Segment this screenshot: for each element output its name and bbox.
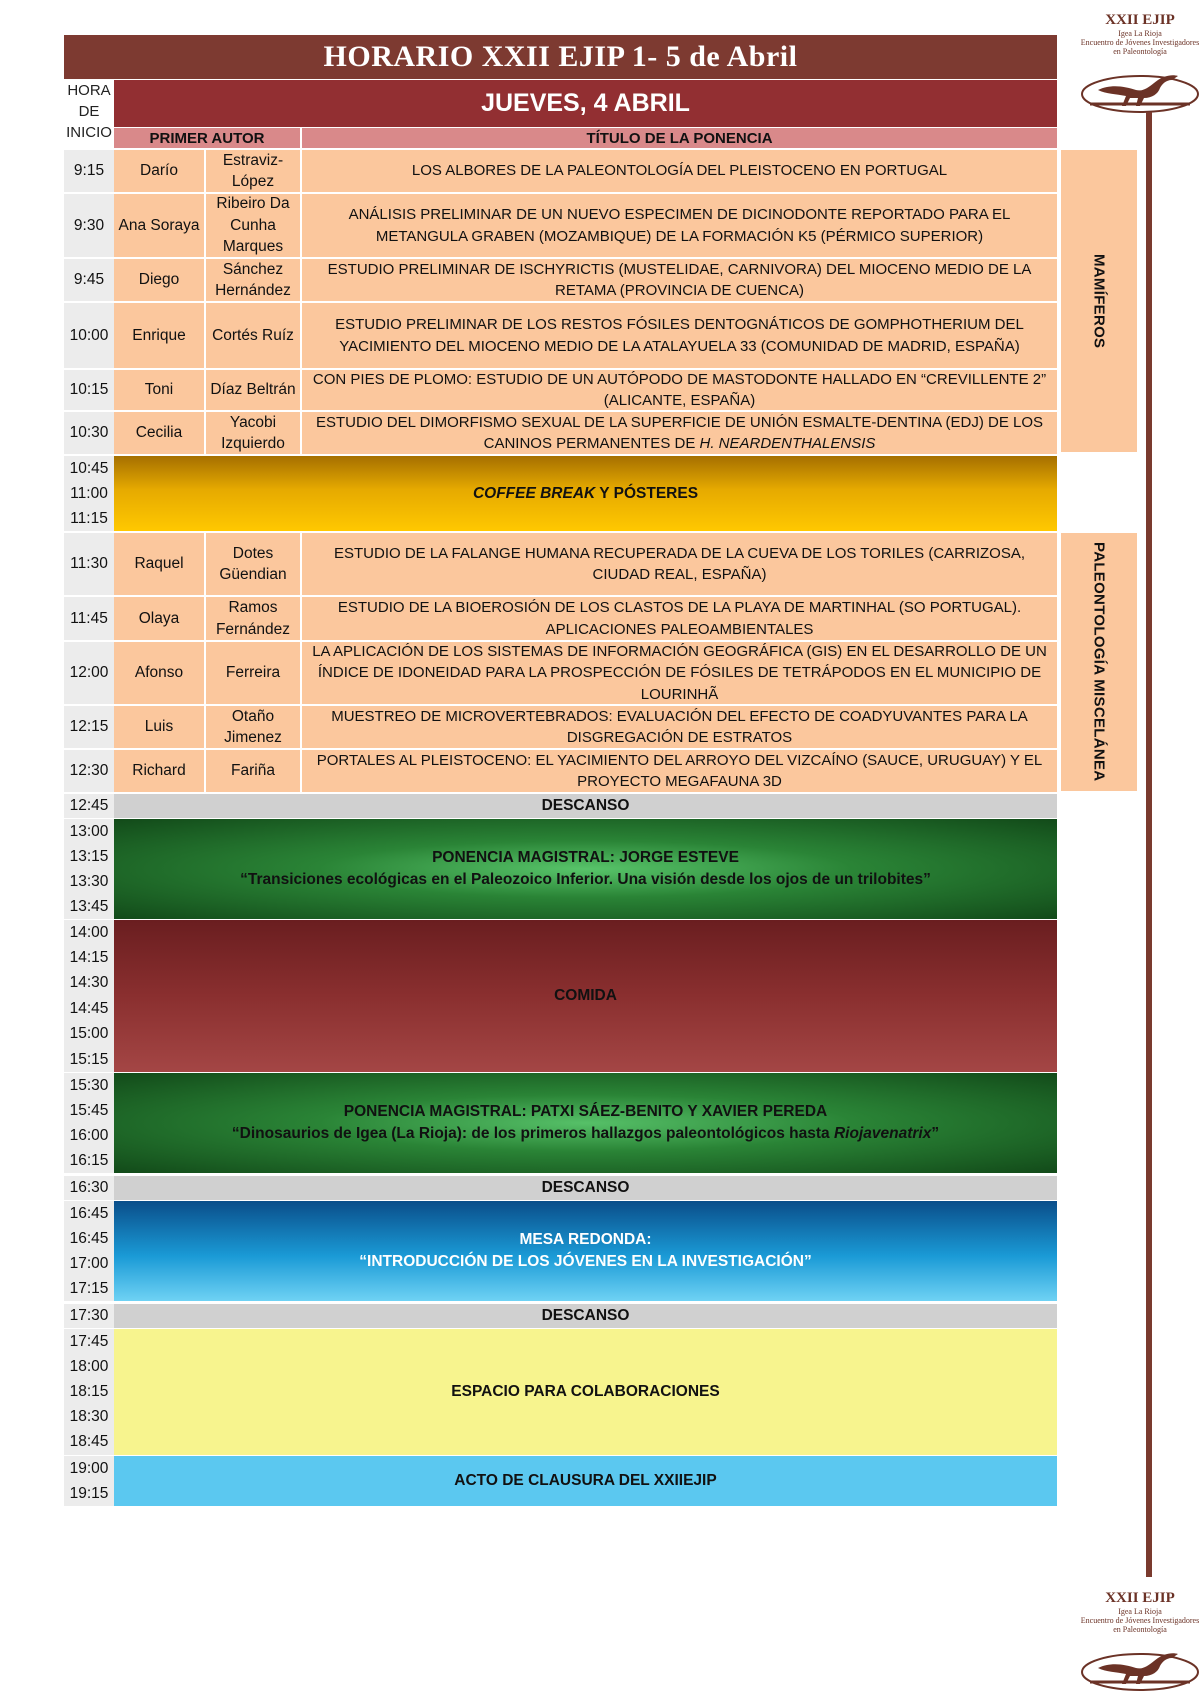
author-last-name: Fariña bbox=[206, 750, 300, 792]
time-cell: 12:45 bbox=[64, 794, 114, 818]
time-cell: 17:00 bbox=[64, 1251, 114, 1276]
time-cell: 14:00 bbox=[64, 920, 114, 945]
author-last-name: Ramos Fernández bbox=[206, 597, 300, 640]
espacio-label: ESPACIO PARA COLABORACIONES bbox=[451, 1383, 720, 1400]
talk-title-text bbox=[312, 750, 1047, 793]
logo-subtitle: Encuentro de Jóvenes Investigadores en Paleontología bbox=[1080, 1616, 1199, 1634]
time-cell: 16:45 bbox=[64, 1201, 114, 1226]
ponencia-subtitle bbox=[232, 1123, 939, 1145]
time-cell: 10:00 bbox=[64, 303, 114, 368]
side-rule bbox=[1146, 112, 1152, 1577]
comida-block bbox=[114, 920, 1057, 1072]
ponencia-subtitle-pre: “Dinosaurios de Igea (La Rioja): de los primeros hallazgos paleontológicos hasta bbox=[231, 1125, 834, 1142]
talk-title-main: ESTUDIO DEL DIMORFISMO SEXUAL DE LA SUPERFICIE DE UNIÓN ESMALTE-DENTINA (EDJ) DE LOS CANINOS PERMANENTES DE bbox=[315, 413, 1044, 452]
time-cell: 13:45 bbox=[64, 894, 114, 919]
logo-bottom bbox=[1080, 1590, 1199, 1690]
talk-title bbox=[302, 750, 1057, 792]
talk-title-text bbox=[312, 706, 1047, 749]
talk-title-main: PORTALES AL PLEISTOCENO: EL YACIMIENTO DEL ARROYO DEL VIZCAÍNO (SAUCE, URUGUAY) Y EL PROYECTO MEGAFAUNA 3D bbox=[316, 751, 1043, 790]
time-cell: 10:30 bbox=[64, 412, 114, 454]
talk-title-text bbox=[312, 314, 1047, 357]
time-cell: 15:30 bbox=[64, 1073, 114, 1098]
hora-label-line: INICIO bbox=[66, 124, 112, 141]
page-title: HORARIO XXII EJIP 1- 5 de Abril bbox=[64, 35, 1057, 79]
talk-title bbox=[302, 597, 1057, 640]
talk-title-text bbox=[312, 543, 1047, 586]
time-cell: 18:30 bbox=[64, 1405, 114, 1430]
time-cell: 19:00 bbox=[64, 1456, 114, 1481]
time-cell: 9:30 bbox=[64, 194, 114, 257]
ponencia-subtitle: “Transiciones ecológicas en el Paleozoico Inferior. Una visión desde los ojos de un trilobites” bbox=[240, 871, 931, 888]
talk-title-em: H. NEARDENTHALENSIS bbox=[699, 435, 876, 452]
time-cell: 10:15 bbox=[64, 370, 114, 410]
dinosaur-icon bbox=[1080, 56, 1199, 116]
session-label-text: MAMÍFEROS bbox=[1090, 253, 1108, 349]
ponencia-magistral-block bbox=[114, 1073, 1057, 1173]
talk-title bbox=[302, 150, 1057, 192]
time-cell: 15:00 bbox=[64, 1022, 114, 1047]
time-cell: 13:30 bbox=[64, 869, 114, 894]
talk-title-main: ANÁLISIS PRELIMINAR DE UN NUEVO ESPECIMEN DE DICINODONTE REPORTADO PARA EL METANGULA GRABEN (MOZAMBIQUE) DE LA FORMACIÓN K5 (PÉRMICO SUPERIOR) bbox=[348, 206, 1011, 245]
author-last-name: Ribeiro Da Cunha Marques bbox=[206, 194, 300, 257]
ponencia-title: PONENCIA MAGISTRAL: JORGE ESTEVE bbox=[432, 849, 739, 866]
mesa-subtitle: “INTRODUCCIÓN DE LOS JÓVENES EN LA INVESTIGACIÓN” bbox=[359, 1253, 812, 1270]
talk-title bbox=[302, 303, 1057, 368]
time-cell: 9:45 bbox=[64, 259, 114, 301]
talk-title bbox=[302, 706, 1057, 748]
talk-title-text bbox=[412, 160, 947, 182]
time-cell: 16:00 bbox=[64, 1123, 114, 1148]
talk-title-main: ESTUDIO DE LA BIOEROSIÓN DE LOS CLASTOS DE LA PLAYA DE MARTINHAL (SO PORTUGAL). APLICACIONES PALEOAMBIENTALES bbox=[337, 599, 1022, 638]
talk-title bbox=[302, 370, 1057, 410]
time-cell: 11:45 bbox=[64, 597, 114, 640]
time-cell: 18:15 bbox=[64, 1379, 114, 1404]
author-last-name: Dotes Güendian bbox=[206, 533, 300, 595]
time-cell: 14:15 bbox=[64, 945, 114, 970]
author-first-name: Olaya bbox=[114, 597, 204, 640]
session-label-mamiferos bbox=[1061, 150, 1137, 452]
coffee-break-rest: Y PÓSTERES bbox=[595, 484, 699, 502]
time-cell: 11:15 bbox=[64, 506, 114, 531]
author-last-name: Cortés Ruíz bbox=[206, 303, 300, 368]
author-first-name: Diego bbox=[114, 259, 204, 301]
descanso-block: DESCANSO bbox=[114, 1304, 1057, 1328]
time-cell: 17:45 bbox=[64, 1329, 114, 1354]
column-header-title: TÍTULO DE LA PONENCIA bbox=[302, 128, 1057, 148]
author-first-name: Enrique bbox=[114, 303, 204, 368]
clausura-label: ACTO DE CLAUSURA DEL XXIIEJIP bbox=[454, 1472, 717, 1489]
talk-title-text bbox=[312, 204, 1047, 247]
time-cell: 15:15 bbox=[64, 1047, 114, 1072]
time-cell: 16:45 bbox=[64, 1226, 114, 1251]
hora-de-inicio-header bbox=[64, 80, 114, 147]
logo-place: Igea La Rioja bbox=[1118, 29, 1162, 38]
ponencia-title: PONENCIA MAGISTRAL: PATXI SÁEZ-BENITO Y XAVIER PEREDA bbox=[343, 1103, 828, 1120]
talk-title-main: ESTUDIO PRELIMINAR DE ISCHYRICTIS (MUSTELIDAE, CARNIVORA) DEL MIOCENO MEDIO DE LA RETAMA (PROVINCIA DE CUENCA) bbox=[327, 260, 1032, 299]
time-cell: 12:00 bbox=[64, 642, 114, 704]
descanso-block: DESCANSO bbox=[114, 1176, 1057, 1200]
descanso-block: DESCANSO bbox=[114, 794, 1057, 818]
author-first-name: Ana Soraya bbox=[114, 194, 204, 257]
talk-title-main: CON PIES DE PLOMO: ESTUDIO DE UN AUTÓPODO DE MASTODONTE HALLADO EN “CREVILLENTE 2” (ALICANTE, ESPAÑA) bbox=[312, 370, 1047, 409]
mesa-redonda-block bbox=[114, 1201, 1057, 1301]
author-last-name: Otaño Jimenez bbox=[206, 706, 300, 748]
ponencia-subtitle-post: ” bbox=[931, 1125, 940, 1142]
talk-title bbox=[302, 533, 1057, 595]
talk-title-text bbox=[312, 259, 1047, 302]
author-last-name: Díaz Beltrán bbox=[206, 370, 300, 410]
logo-title: XXII EJIP bbox=[1105, 12, 1175, 28]
time-cell: 13:00 bbox=[64, 819, 114, 844]
time-cell: 13:15 bbox=[64, 844, 114, 869]
time-cell: 15:45 bbox=[64, 1098, 114, 1123]
author-first-name: Richard bbox=[114, 750, 204, 792]
hora-label-line: DE bbox=[78, 103, 100, 120]
time-cell: 16:30 bbox=[64, 1176, 114, 1200]
time-cell: 19:15 bbox=[64, 1481, 114, 1506]
author-first-name: Darío bbox=[114, 150, 204, 192]
talk-title-main: ESTUDIO PRELIMINAR DE LOS RESTOS FÓSILES DENTOGNÁTICOS DE GOMPHOTHERIUM DEL YACIMIENTO DEL MIOCENO MEDIO DE LA ATALAYUELA 33 (COMUNIDAD DE MADRID, ESPAÑA) bbox=[335, 316, 1024, 355]
logo-title: XXII EJIP bbox=[1105, 1590, 1175, 1606]
espacio-colaboraciones-block bbox=[114, 1329, 1057, 1455]
time-cell: 14:30 bbox=[64, 971, 114, 996]
time-cell: 16:15 bbox=[64, 1148, 114, 1173]
time-cell: 11:30 bbox=[64, 533, 114, 595]
author-last-name: Sánchez Hernández bbox=[206, 259, 300, 301]
time-cell: 14:45 bbox=[64, 996, 114, 1021]
time-cell: 9:15 bbox=[64, 150, 114, 192]
talk-title bbox=[302, 642, 1057, 704]
author-last-name: Ferreira bbox=[206, 642, 300, 704]
time-cell: 18:45 bbox=[64, 1430, 114, 1455]
talk-title-text bbox=[312, 369, 1047, 412]
author-last-name: Yacobi Izquierdo bbox=[206, 412, 300, 454]
talk-title-text bbox=[312, 597, 1047, 640]
author-first-name: Luis bbox=[114, 706, 204, 748]
ponencia-subtitle-em: Riojavenatrix bbox=[833, 1125, 932, 1142]
clausura-block bbox=[114, 1456, 1057, 1506]
author-first-name: Raquel bbox=[114, 533, 204, 595]
column-header-author: PRIMER AUTOR bbox=[114, 128, 300, 148]
coffee-break-label bbox=[473, 483, 698, 505]
talk-title bbox=[302, 194, 1057, 257]
talk-title bbox=[302, 259, 1057, 301]
logo-subtitle: Encuentro de Jóvenes Investigadores en Paleontología bbox=[1080, 38, 1199, 56]
session-label-text: PALEONTOLOGÍA MISCELÁNEA bbox=[1090, 542, 1108, 782]
coffee-break-em: COFFEE BREAK bbox=[472, 484, 596, 502]
talk-title-text bbox=[312, 412, 1047, 455]
time-cell: 18:00 bbox=[64, 1354, 114, 1379]
comida-label: COMIDA bbox=[554, 987, 617, 1004]
time-cell: 17:30 bbox=[64, 1304, 114, 1328]
author-first-name: Afonso bbox=[114, 642, 204, 704]
session-label-miscelanea bbox=[1061, 533, 1137, 791]
ponencia-magistral-block bbox=[114, 819, 1057, 919]
time-cell: 12:15 bbox=[64, 706, 114, 748]
talk-title-text bbox=[312, 641, 1047, 706]
mesa-title: MESA REDONDA: bbox=[519, 1231, 652, 1248]
logo-top bbox=[1080, 12, 1199, 112]
author-first-name: Cecilia bbox=[114, 412, 204, 454]
time-cell: 11:00 bbox=[64, 481, 114, 506]
coffee-break-block bbox=[114, 456, 1057, 531]
day-header: JUEVES, 4 ABRIL bbox=[114, 80, 1057, 127]
author-first-name: Toni bbox=[114, 370, 204, 410]
time-cell: 12:30 bbox=[64, 750, 114, 792]
talk-title-main: LA APLICACIÓN DE LOS SISTEMAS DE INFORMACIÓN GEOGRÁFICA (GIS) EN EL DESARROLLO DE UN ÍNDICE DE IDONEIDAD PARA LA PROSPECCIÓN DE FÓSILES DE TETRÁPODOS EN EL MUNICIPIO DE LOURINHÃ bbox=[312, 642, 1047, 703]
talk-title-main: ESTUDIO DE LA FALANGE HUMANA RECUPERADA DE LA CUEVA DE LOS TORILES (CARRIZOSA, CIUDAD REAL, ESPAÑA) bbox=[333, 544, 1026, 583]
logo-place: Igea La Rioja bbox=[1118, 1607, 1162, 1616]
author-last-name: Estraviz-López bbox=[206, 150, 300, 192]
time-cell: 17:15 bbox=[64, 1276, 114, 1301]
talk-title bbox=[302, 412, 1057, 454]
talk-title-main: MUESTREO DE MICROVERTEBRADOS: EVALUACIÓN DEL EFECTO DE COADYUVANTES PARA LA DISGREGACIÓN DE ESTRATOS bbox=[331, 707, 1028, 746]
time-cell: 10:45 bbox=[64, 456, 114, 481]
talk-title-main: LOS ALBORES DE LA PALEONTOLOGÍA DEL PLEISTOCENO EN PORTUGAL bbox=[411, 162, 948, 180]
dinosaur-icon bbox=[1080, 1634, 1199, 1694]
hora-label-line: HORA bbox=[67, 82, 111, 99]
